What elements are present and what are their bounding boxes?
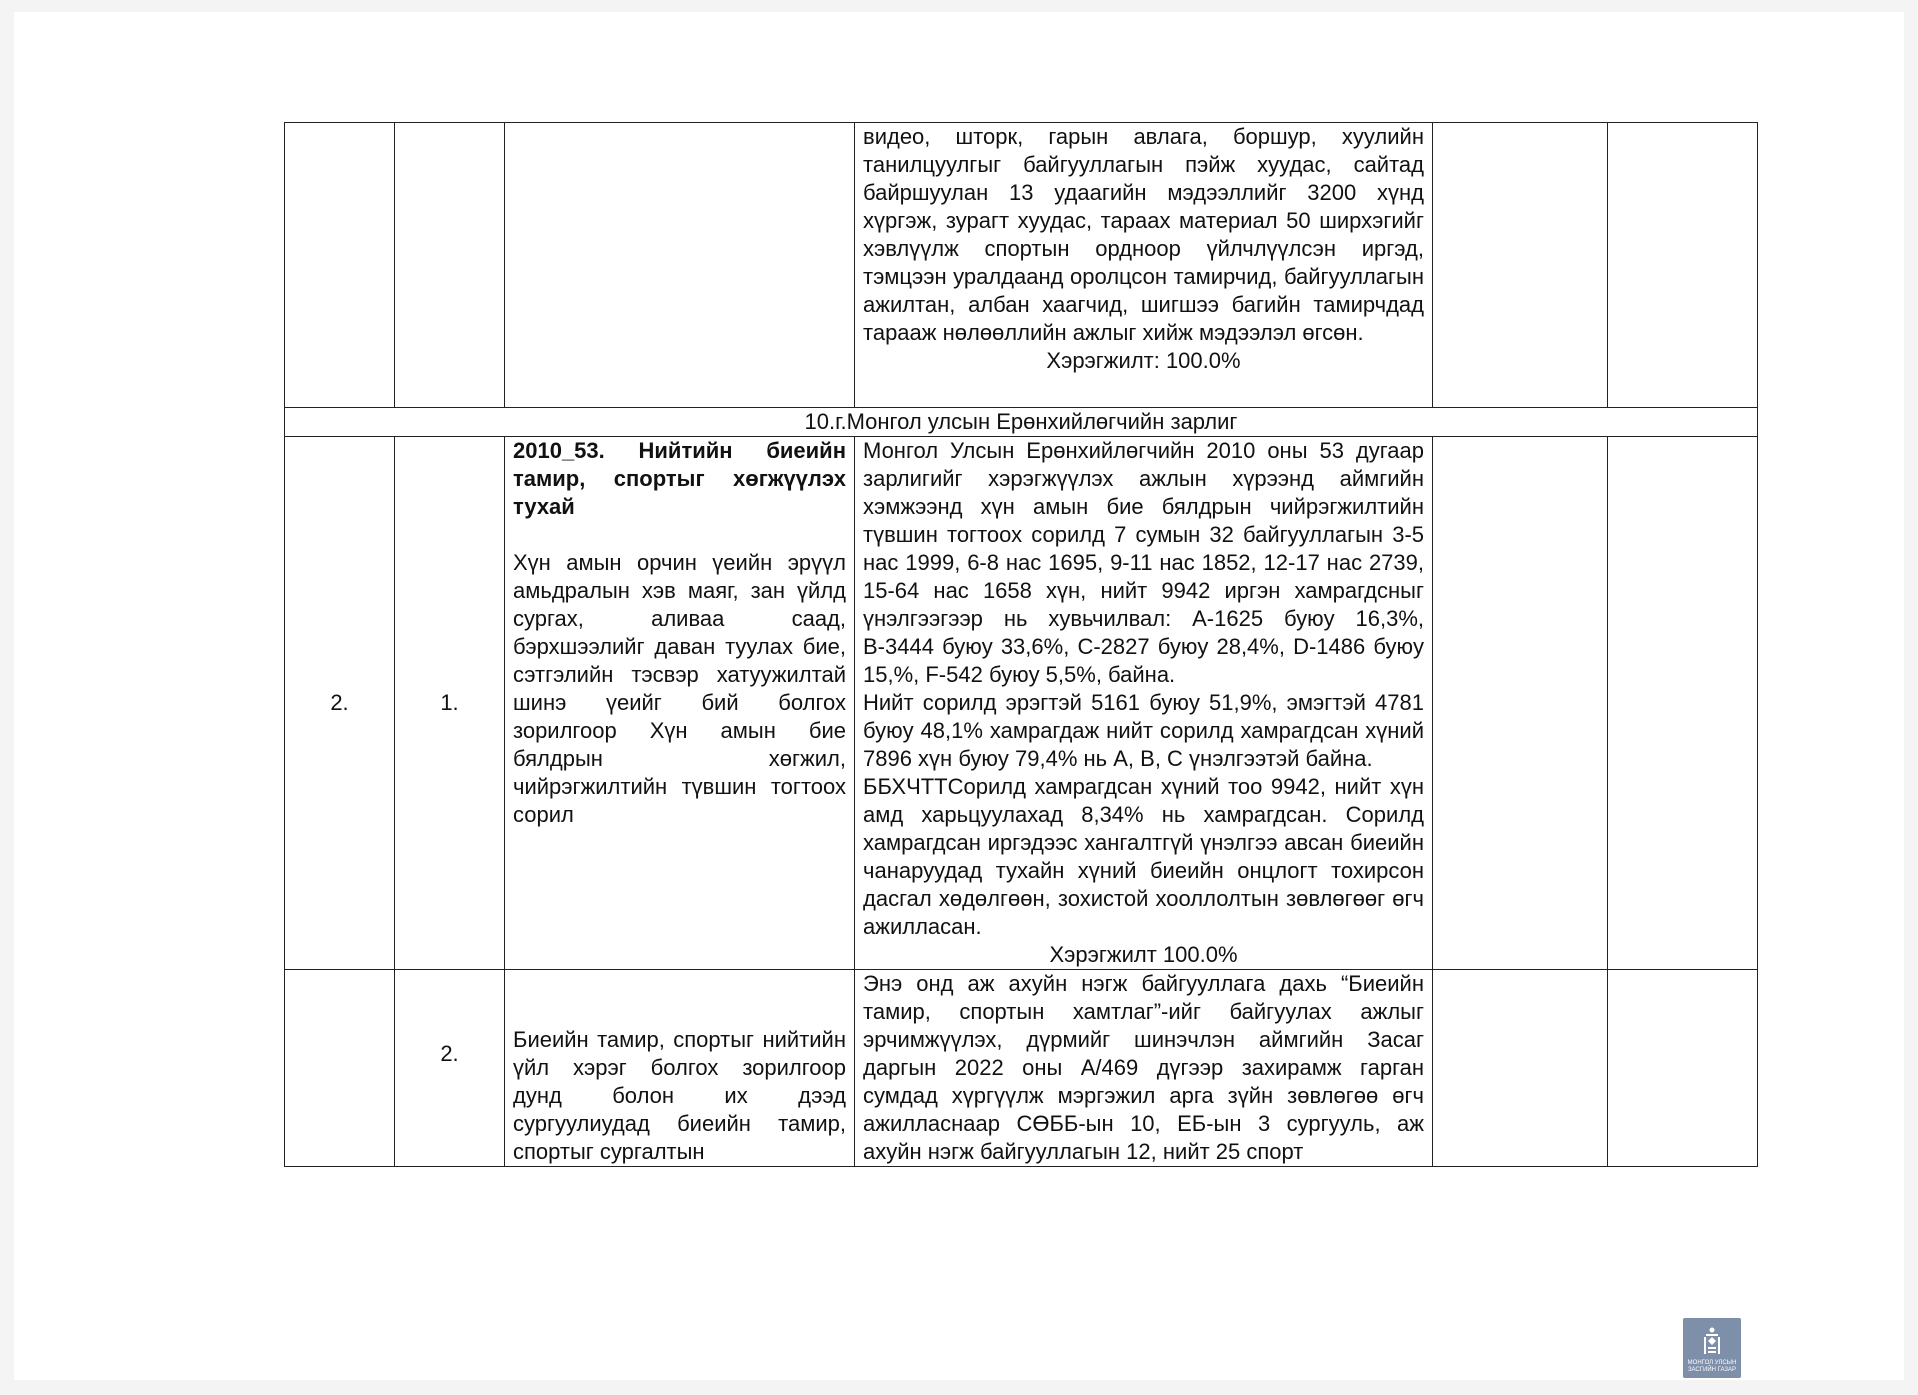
- col-extra-cell: [1608, 437, 1758, 970]
- report-paragraph: Монгол Улсын Ерөнхийлөгчийн 2010 оны 53 дугаар зарлигийг хэрэгжүүлэх ажлын хүрээнд аймгийн хэмжээнд хүн амын бие бялдрын чийрэгжилтийн түвшин тогтоох сорилд 7 сумын 32 байгууллагын 3-5 нас 1999, 6-8 нас 1695, 9-11 нас 1852, 12-17 нас 2739, 15-64 нас 1658 хүн, нийт 9942 иргэн хамрагдсныг үнэлгээгээр нь хувьчилвал: А-1625 буюу 16,3%, В-3444 буюу 33,6%, С-2827 буюу 28,4%, D-1486 буюу 15,%, F-542 буюу 5,5%, байна.: [863, 438, 1424, 687]
- fulfillment-text: Хэрэгжилт 100.0%: [1049, 942, 1238, 967]
- col-extra-cell: [1608, 970, 1758, 1167]
- decree-title: 2010_53. Нийтийн биеийн тамир, спортыг хөгжүүлэх тухай: [513, 438, 846, 519]
- fulfillment-text: Хэрэгжилт: 100.0%: [1046, 348, 1241, 373]
- col-extra-cell: [1433, 970, 1608, 1167]
- row-number: [285, 970, 395, 1167]
- col-extra-cell: [1608, 123, 1758, 408]
- objective-text: Биеийн тамир, спортыг нийтийн үйл хэрэг болгох зорилгоор дунд болон их дээд сургуулиудад биеийн тамир, спортыг сургалтын: [513, 1027, 846, 1164]
- report-cell: [855, 970, 1433, 1167]
- report-paragraph: ББХЧТТСорилд хамрагдсан хүний тоо 9942, нийт хүн амд харьцуулахад 8,34% нь хамрагдсан. Сорилд хамрагдсан иргэдээс хангалтгүй үнэлгээ авсан биеийн чанаруудад тухайн хүний биеийн онцлогт тохирсон дасгал хөдөлгөөн, зохистой хооллолтын зөвлөгөөг өгч ажилласан.: [863, 774, 1424, 939]
- soyombo-icon: [1701, 1326, 1723, 1356]
- seal-line: ЗАСГИЙН ГАЗАР: [1687, 1367, 1737, 1373]
- report-table: [284, 122, 1758, 1167]
- col-number-cell: [285, 123, 395, 408]
- col-report-cell: [855, 123, 1433, 408]
- row-subnumber: 2.: [395, 970, 505, 1167]
- section-heading: 10.г.Монгол улсын Ерөнхийлөгчийн зарлиг: [285, 408, 1758, 437]
- table-row: [285, 970, 1758, 1167]
- table-row: [285, 123, 1758, 408]
- report-cell: [855, 437, 1433, 970]
- objective-text: Хүн амын орчин үеийн эрүүл амьдралын хэв маяг, зан үйлд сургах, аливаа саад, бэрхшээлийг даван туулах бие, сэтгэлийн тэсвэр хатуужилтай шинэ үеийг бий болгох зорилгоор Хүн амын бие бялдрын хөгжил, чийрэгжилтийн түвшин тогтоох сорил: [513, 550, 846, 827]
- report-text: видео, шторк, гарын авлага, боршур, хуулийн танилцуулгыг байгууллагын пэйж хуудас, сайтад байршуулан 13 удаагийн мэдээллийг 3200 хүнд хүргэж, зурагт хуудас, тараах материал 50 ширхэгийг хэвлүүлж спортын ордноор үйлчлүүлсэн иргэд, тэмцээн уралдаанд оролцсон тамирчид, байгууллагын ажилтан, албан хаагчид, шигшээ багийн тамирчдад тарааж нөлөөллийн ажлыг хийж мэдээлэл өгсөн.: [863, 124, 1424, 345]
- row-number: 2.: [285, 437, 395, 970]
- section-heading-row: [285, 408, 1758, 437]
- government-seal: [1683, 1318, 1741, 1378]
- report-text: Энэ онд аж ахуйн нэгж байгууллага дахь “Биеийн тамир, спортын хамтлаг”-ийг байгуулах ажлыг эрчимжүүлэх, дүрмийг шинэчлэн аймгийн Засаг даргын 2022 оны А/469 дүгээр захирамж гарган сумдад хүргүүлж мэргэжил арга зүйн зөвлөгөө өгч ажилласнаар СӨББ-ын 10, ЕБ-ын 3 сургууль, аж ахуйн нэгж байгууллагын 12, нийт 25 спорт: [863, 971, 1424, 1164]
- col-subnumber-cell: [395, 123, 505, 408]
- col-extra-cell: [1433, 123, 1608, 408]
- table-row: [285, 437, 1758, 970]
- col-extra-cell: [1433, 437, 1608, 970]
- row-subnumber: 1.: [395, 437, 505, 970]
- objective-cell: [505, 970, 855, 1167]
- report-paragraph: Нийт сорилд эрэгтэй 5161 буюу 51,9%, эмэгтэй 4781 буюу 48,1% хамрагдаж нийт сорилд хамрагдсан хүний 7896 хүн буюу 79,4% нь А, В, С үнэлгээтэй байна.: [863, 690, 1424, 771]
- objective-cell: [505, 437, 855, 970]
- col-objective-cell: [505, 123, 855, 408]
- seal-line: МОНГОЛ УЛСЫН: [1687, 1360, 1737, 1366]
